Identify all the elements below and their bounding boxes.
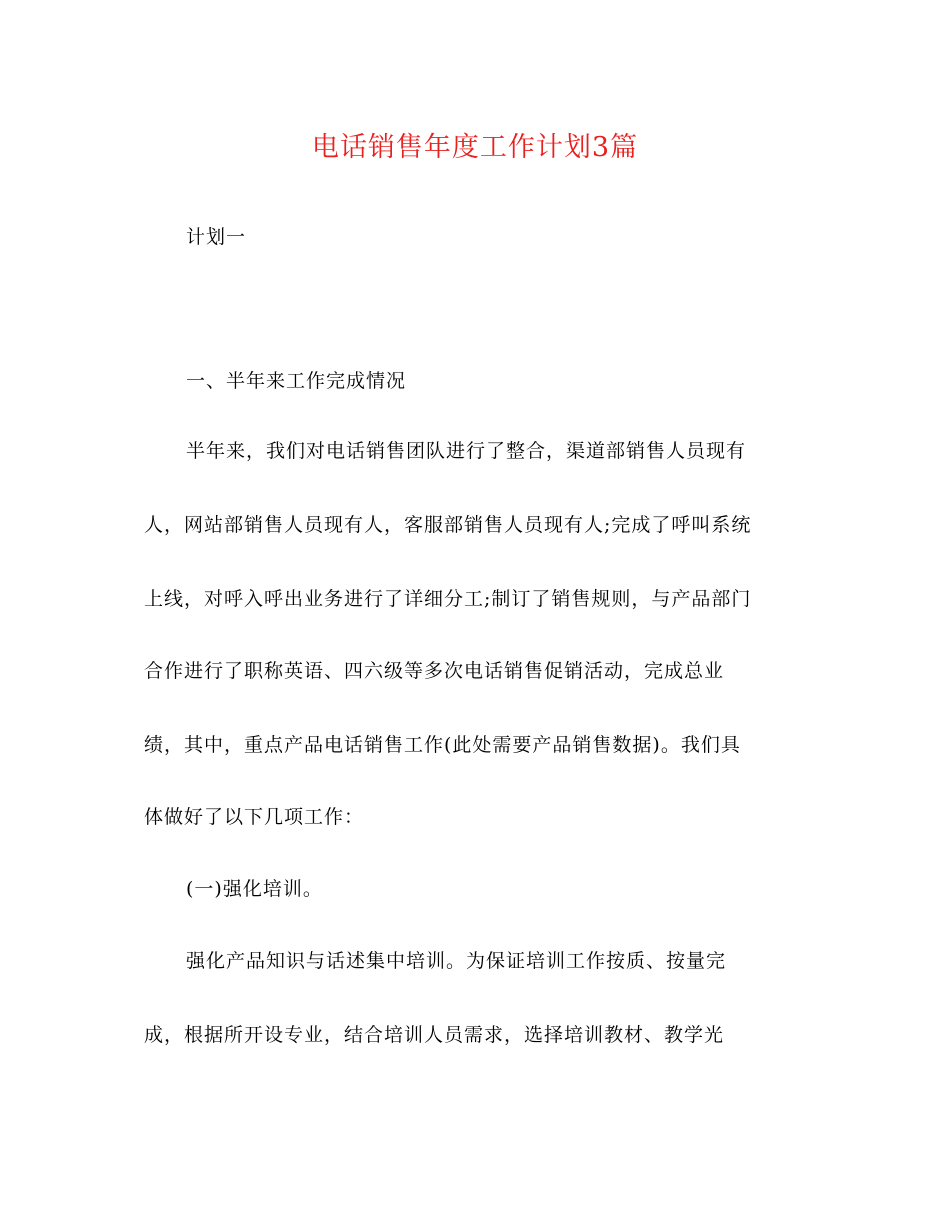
document-title: 电话销售年度工作计划3篇 — [311, 132, 639, 163]
paragraph-line: 人，网站部销售人员现有人，客服部销售人员现有人;完成了呼叫系统 — [144, 514, 752, 536]
paragraph-line: 成，根据所开设专业，结合培训人员需求，选择培训教材、教学光 — [144, 1024, 725, 1046]
paragraph-line: 体做好了以下几项工作： — [144, 806, 365, 828]
subheading-training: (一)强化培训。 — [186, 878, 323, 900]
paragraph-line: 强化产品知识与话述集中培训。为保证培训工作按质、按量完 — [186, 950, 727, 972]
paragraph-line: 绩，其中，重点产品电话销售工作(此处需要产品销售数据)。我们具 — [144, 734, 741, 756]
paragraph-line: 半年来，我们对电话销售团队进行了整合，渠道部销售人员现有 — [186, 440, 747, 462]
paragraph-line: 合作进行了职称英语、四六级等多次电话销售促销活动，完成总业 — [144, 660, 725, 682]
section-heading: 一、半年来工作完成情况 — [186, 370, 407, 392]
paragraph-line: 上线，对呼入呼出业务进行了详细分工;制订了销售规则，与产品部门 — [144, 588, 752, 610]
plan-label: 计划一 — [186, 226, 247, 248]
